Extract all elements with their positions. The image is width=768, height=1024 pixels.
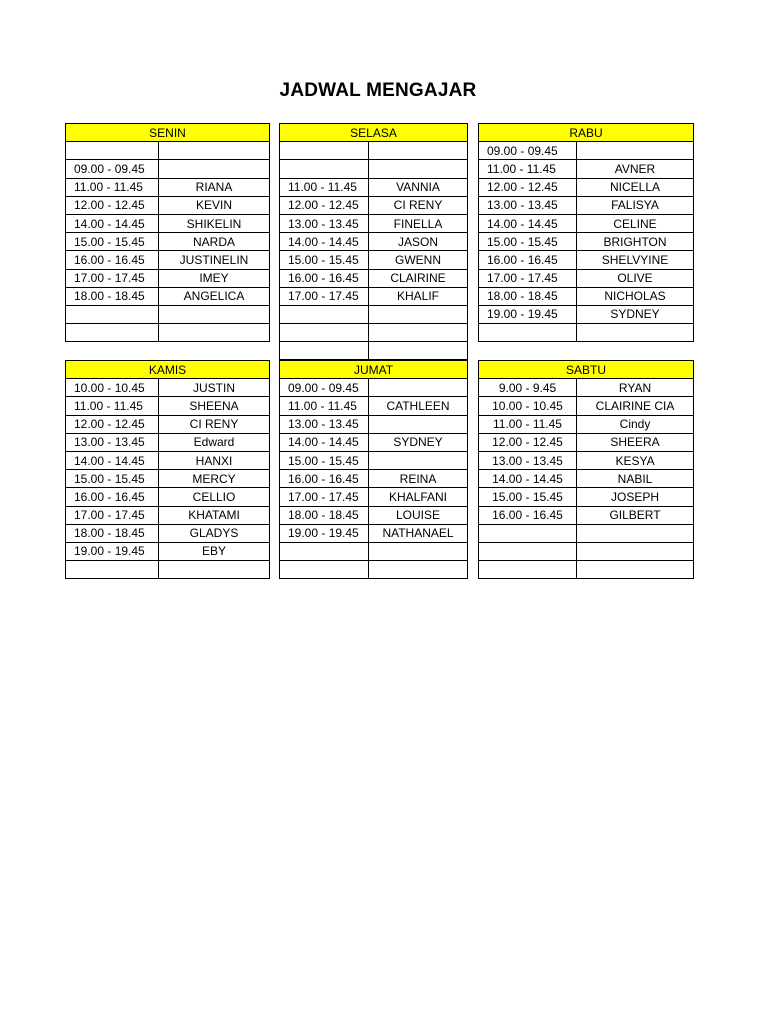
time-slot-cell: 16.00 - 16.45 <box>66 251 159 269</box>
day-header: SENIN <box>66 124 270 142</box>
schedule-table-kamis <box>65 360 270 579</box>
time-slot-cell: 09.00 - 09.45 <box>66 160 159 178</box>
schedule-row <box>280 379 468 397</box>
schedule-row <box>479 397 694 415</box>
schedule-row <box>280 269 468 287</box>
student-name-cell: NABIL <box>577 470 694 488</box>
schedule-row <box>280 561 468 579</box>
time-slot-cell: 14.00 - 14.45 <box>479 214 577 232</box>
schedule-row <box>280 542 468 560</box>
schedule-row <box>280 251 468 269</box>
schedule-row <box>479 233 694 251</box>
schedule-row <box>280 287 468 305</box>
schedule-row <box>479 196 694 214</box>
student-name-cell: SHELVYINE <box>577 251 694 269</box>
time-slot-cell: 15.00 - 15.45 <box>66 233 159 251</box>
time-slot-cell <box>280 342 369 360</box>
schedule-row <box>66 470 270 488</box>
student-name-cell: JUSTINELIN <box>159 251 270 269</box>
time-slot-cell: 19.00 - 19.45 <box>479 305 577 323</box>
student-name-cell <box>577 561 694 579</box>
student-name-cell: HANXI <box>159 451 270 469</box>
schedule-row <box>280 342 468 360</box>
day-header: RABU <box>479 124 694 142</box>
time-slot-cell: 15.00 - 15.45 <box>479 233 577 251</box>
student-name-cell: SHEENA <box>159 397 270 415</box>
student-name-cell: NATHANAEL <box>369 524 468 542</box>
schedule-row <box>280 142 468 160</box>
time-slot-cell: 17.00 - 17.45 <box>66 506 159 524</box>
time-slot-cell <box>479 324 577 342</box>
schedule-row <box>479 214 694 232</box>
time-slot-cell: 19.00 - 19.45 <box>280 524 369 542</box>
time-slot-cell: 12.00 - 12.45 <box>280 196 369 214</box>
time-slot-cell: 9.00 - 9.45 <box>479 379 577 397</box>
time-slot-cell: 17.00 - 17.45 <box>280 287 369 305</box>
time-slot-cell: 14.00 - 14.45 <box>280 233 369 251</box>
student-name-cell: JASON <box>369 233 468 251</box>
schedule-row <box>479 305 694 323</box>
time-slot-cell <box>280 561 369 579</box>
time-slot-cell: 10.00 - 10.45 <box>479 397 577 415</box>
student-name-cell <box>159 142 270 160</box>
schedule-row <box>66 142 270 160</box>
student-name-cell: VANNIA <box>369 178 468 196</box>
time-slot-cell: 16.00 - 16.45 <box>479 506 577 524</box>
time-slot-cell: 12.00 - 12.45 <box>479 433 577 451</box>
student-name-cell <box>369 142 468 160</box>
schedule-row <box>66 324 270 342</box>
student-name-cell: OLIVE <box>577 269 694 287</box>
time-slot-cell <box>280 160 369 178</box>
student-name-cell: NICHOLAS <box>577 287 694 305</box>
time-slot-cell: 17.00 - 17.45 <box>66 269 159 287</box>
student-name-cell <box>369 160 468 178</box>
schedule-row <box>479 142 694 160</box>
student-name-cell <box>369 561 468 579</box>
time-slot-cell: 18.00 - 18.45 <box>66 524 159 542</box>
student-name-cell: GILBERT <box>577 506 694 524</box>
time-slot-cell <box>280 305 369 323</box>
student-name-cell: CLAIRINE CIA <box>577 397 694 415</box>
schedule-row <box>280 178 468 196</box>
day-header: JUMAT <box>280 361 468 379</box>
time-slot-cell <box>66 305 159 323</box>
time-slot-cell: 19.00 - 19.45 <box>66 542 159 560</box>
time-slot-cell <box>479 561 577 579</box>
time-slot-cell: 18.00 - 18.45 <box>280 506 369 524</box>
student-name-cell: JUSTIN <box>159 379 270 397</box>
time-slot-cell: 14.00 - 14.45 <box>280 433 369 451</box>
schedule-row <box>280 524 468 542</box>
time-slot-cell: 09.00 - 09.45 <box>479 142 577 160</box>
schedule-row <box>66 397 270 415</box>
schedule-row <box>66 451 270 469</box>
schedule-row <box>66 488 270 506</box>
student-name-cell: FALISYA <box>577 196 694 214</box>
student-name-cell: Edward <box>159 433 270 451</box>
day-header: KAMIS <box>66 361 270 379</box>
student-name-cell <box>159 160 270 178</box>
student-name-cell <box>369 415 468 433</box>
student-name-cell <box>577 524 694 542</box>
time-slot-cell: 16.00 - 16.45 <box>479 251 577 269</box>
time-slot-cell: 11.00 - 11.45 <box>66 397 159 415</box>
schedule-row <box>280 451 468 469</box>
student-name-cell: CELINE <box>577 214 694 232</box>
schedule-row <box>66 305 270 323</box>
student-name-cell: SHIKELIN <box>159 214 270 232</box>
time-slot-cell: 09.00 - 09.45 <box>280 379 369 397</box>
schedule-row <box>479 251 694 269</box>
day-header-row <box>280 361 468 379</box>
student-name-cell <box>369 305 468 323</box>
schedule-row <box>66 214 270 232</box>
schedule-row <box>479 287 694 305</box>
schedule-row <box>479 433 694 451</box>
schedule-row <box>479 524 694 542</box>
schedule-row <box>479 415 694 433</box>
student-name-cell <box>159 305 270 323</box>
schedule-row <box>280 196 468 214</box>
student-name-cell: ANGELICA <box>159 287 270 305</box>
schedule-table-selasa <box>279 123 468 360</box>
student-name-cell: Cindy <box>577 415 694 433</box>
schedule-row <box>66 524 270 542</box>
schedule-row <box>66 251 270 269</box>
schedule-row <box>66 506 270 524</box>
student-name-cell: CELLIO <box>159 488 270 506</box>
schedule-row <box>479 561 694 579</box>
time-slot-cell: 12.00 - 12.45 <box>66 196 159 214</box>
time-slot-cell: 13.00 - 13.45 <box>479 451 577 469</box>
student-name-cell <box>369 542 468 560</box>
student-name-cell: CLAIRINE <box>369 269 468 287</box>
time-slot-cell: 15.00 - 15.45 <box>479 488 577 506</box>
day-header: SELASA <box>280 124 468 142</box>
schedule-row <box>66 379 270 397</box>
time-slot-cell <box>280 324 369 342</box>
time-slot-cell <box>479 542 577 560</box>
student-name-cell <box>369 324 468 342</box>
schedule-row <box>280 160 468 178</box>
student-name-cell <box>159 561 270 579</box>
time-slot-cell: 14.00 - 14.45 <box>66 451 159 469</box>
schedule-row <box>66 178 270 196</box>
time-slot-cell: 15.00 - 15.45 <box>280 251 369 269</box>
student-name-cell: FINELLA <box>369 214 468 232</box>
day-header-row <box>280 124 468 142</box>
time-slot-cell: 12.00 - 12.45 <box>479 178 577 196</box>
student-name-cell: CATHLEEN <box>369 397 468 415</box>
schedule-row <box>479 488 694 506</box>
time-slot-cell <box>66 142 159 160</box>
time-slot-cell: 16.00 - 16.45 <box>280 470 369 488</box>
schedule-row <box>479 178 694 196</box>
schedule-row <box>66 561 270 579</box>
schedule-table-sabtu <box>478 360 694 579</box>
time-slot-cell <box>66 561 159 579</box>
student-name-cell: SHEERA <box>577 433 694 451</box>
schedule-row <box>479 160 694 178</box>
time-slot-cell <box>479 524 577 542</box>
time-slot-cell: 13.00 - 13.45 <box>280 415 369 433</box>
schedule-row <box>479 470 694 488</box>
time-slot-cell <box>280 142 369 160</box>
student-name-cell: GLADYS <box>159 524 270 542</box>
time-slot-cell <box>66 324 159 342</box>
schedule-row <box>479 324 694 342</box>
student-name-cell <box>159 324 270 342</box>
time-slot-cell: 11.00 - 11.45 <box>479 160 577 178</box>
student-name-cell: SYDNEY <box>577 305 694 323</box>
student-name-cell: SYDNEY <box>369 433 468 451</box>
time-slot-cell: 11.00 - 11.45 <box>66 178 159 196</box>
time-slot-cell: 14.00 - 14.45 <box>479 470 577 488</box>
student-name-cell: EBY <box>159 542 270 560</box>
schedule-row <box>479 506 694 524</box>
time-slot-cell: 13.00 - 13.45 <box>280 214 369 232</box>
student-name-cell: KESYA <box>577 451 694 469</box>
schedule-row <box>479 379 694 397</box>
student-name-cell: KHALFANI <box>369 488 468 506</box>
student-name-cell: LOUISE <box>369 506 468 524</box>
student-name-cell: JOSEPH <box>577 488 694 506</box>
time-slot-cell: 11.00 - 11.45 <box>280 178 369 196</box>
time-slot-cell: 10.00 - 10.45 <box>66 379 159 397</box>
time-slot-cell <box>280 542 369 560</box>
student-name-cell: AVNER <box>577 160 694 178</box>
schedule-row <box>280 506 468 524</box>
time-slot-cell: 17.00 - 17.45 <box>479 269 577 287</box>
student-name-cell: NARDA <box>159 233 270 251</box>
schedule-row <box>66 415 270 433</box>
schedule-row <box>66 233 270 251</box>
student-name-cell: MERCY <box>159 470 270 488</box>
day-header-row <box>479 361 694 379</box>
time-slot-cell: 13.00 - 13.45 <box>66 433 159 451</box>
schedule-row <box>66 160 270 178</box>
student-name-cell: GWENN <box>369 251 468 269</box>
day-header-row <box>66 361 270 379</box>
student-name-cell <box>577 142 694 160</box>
student-name-cell: CI RENY <box>369 196 468 214</box>
student-name-cell: NICELLA <box>577 178 694 196</box>
student-name-cell <box>369 342 468 360</box>
schedule-row <box>280 488 468 506</box>
student-name-cell: KHALIF <box>369 287 468 305</box>
time-slot-cell: 18.00 - 18.45 <box>66 287 159 305</box>
time-slot-cell: 18.00 - 18.45 <box>479 287 577 305</box>
schedule-row <box>280 433 468 451</box>
schedule-row <box>66 433 270 451</box>
schedule-row <box>280 214 468 232</box>
day-header-row <box>66 124 270 142</box>
schedule-row <box>479 451 694 469</box>
student-name-cell: REINA <box>369 470 468 488</box>
student-name-cell <box>577 324 694 342</box>
student-name-cell: RYAN <box>577 379 694 397</box>
schedule-row <box>280 415 468 433</box>
schedule-row <box>479 269 694 287</box>
schedule-row <box>66 269 270 287</box>
schedule-row <box>66 542 270 560</box>
student-name-cell: IMEY <box>159 269 270 287</box>
student-name-cell: KHATAMI <box>159 506 270 524</box>
time-slot-cell: 11.00 - 11.45 <box>280 397 369 415</box>
schedule-row <box>280 397 468 415</box>
schedule-row <box>280 470 468 488</box>
student-name-cell <box>369 451 468 469</box>
time-slot-cell: 17.00 - 17.45 <box>280 488 369 506</box>
schedule-row <box>280 324 468 342</box>
schedule-table-senin <box>65 123 270 342</box>
student-name-cell: RIANA <box>159 178 270 196</box>
student-name-cell: CI RENY <box>159 415 270 433</box>
student-name-cell: KEVIN <box>159 196 270 214</box>
schedule-row <box>66 287 270 305</box>
time-slot-cell: 16.00 - 16.45 <box>280 269 369 287</box>
student-name-cell <box>577 542 694 560</box>
page-title: JADWAL MENGAJAR <box>279 80 477 101</box>
time-slot-cell: 15.00 - 15.45 <box>280 451 369 469</box>
time-slot-cell: 16.00 - 16.45 <box>66 488 159 506</box>
schedule-table-rabu <box>478 123 694 342</box>
student-name-cell: BRIGHTON <box>577 233 694 251</box>
day-header: SABTU <box>479 361 694 379</box>
schedule-row <box>280 305 468 323</box>
day-header-row <box>479 124 694 142</box>
schedule-row <box>479 542 694 560</box>
schedule-row <box>280 233 468 251</box>
time-slot-cell: 11.00 - 11.45 <box>479 415 577 433</box>
schedule-table-jumat <box>279 360 468 579</box>
student-name-cell <box>369 379 468 397</box>
time-slot-cell: 14.00 - 14.45 <box>66 214 159 232</box>
schedule-row <box>66 196 270 214</box>
time-slot-cell: 12.00 - 12.45 <box>66 415 159 433</box>
time-slot-cell: 15.00 - 15.45 <box>66 470 159 488</box>
time-slot-cell: 13.00 - 13.45 <box>479 196 577 214</box>
